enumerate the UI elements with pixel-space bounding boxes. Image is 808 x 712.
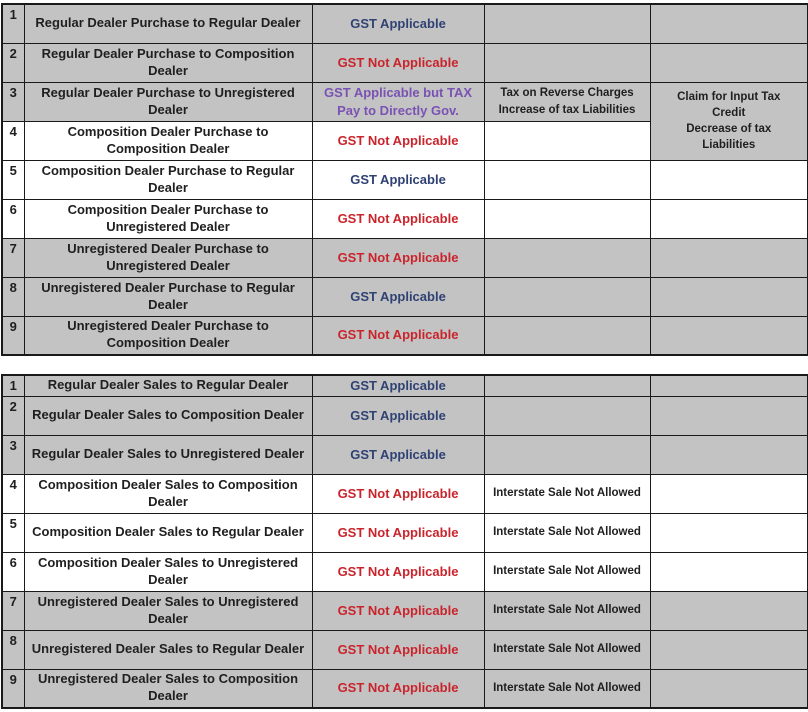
transaction-cell: Regular Dealer Sales to Regular Dealer bbox=[24, 375, 312, 396]
credit-claim-cell bbox=[650, 591, 808, 630]
remark-line: Tax on Reverse Charges bbox=[500, 87, 634, 100]
row-number-cell: 2 bbox=[2, 43, 24, 82]
table-row bbox=[2, 43, 808, 82]
credit-claim-line: Liabilities bbox=[702, 139, 756, 152]
gst-status-cell: GST Not Applicable bbox=[312, 474, 484, 513]
credit-claim-cell bbox=[650, 630, 808, 669]
gst-status-cell: GST Not Applicable bbox=[312, 669, 484, 708]
credit-claim-line: Credit bbox=[712, 106, 746, 119]
transaction-cell: Composition Dealer Purchase to Composition Dealer bbox=[24, 121, 312, 160]
remark-cell bbox=[484, 199, 650, 238]
row-number-cell: 3 bbox=[2, 82, 24, 121]
row-number-cell: 2 bbox=[2, 396, 24, 435]
table-row bbox=[2, 513, 808, 552]
gst-status-cell: GST Not Applicable bbox=[312, 121, 484, 160]
gst-status-cell: GST Not Applicable bbox=[312, 199, 484, 238]
table-row bbox=[2, 396, 808, 435]
remark-cell bbox=[484, 160, 650, 199]
remark-cell bbox=[484, 375, 650, 396]
transaction-cell: Regular Dealer Sales to Composition Dealer bbox=[24, 396, 312, 435]
remark-line: Increase of tax Liabilities bbox=[498, 103, 636, 116]
credit-claim-line: Decrease of tax bbox=[686, 123, 772, 135]
remark-cell bbox=[484, 277, 650, 316]
transaction-cell: Unregistered Dealer Purchase to Unregistered Dealer bbox=[24, 238, 312, 277]
credit-claim-cell bbox=[650, 238, 808, 277]
transaction-cell: Unregistered Dealer Sales to Regular Dealer bbox=[24, 630, 312, 669]
remark-cell: Interstate Sale Not Allowed bbox=[484, 552, 650, 591]
row-number-cell: 8 bbox=[2, 277, 24, 316]
gst-status-cell: GST Applicable bbox=[312, 4, 484, 43]
remark-cell bbox=[484, 435, 650, 474]
transaction-cell: Regular Dealer Purchase to Regular Dealer bbox=[24, 4, 312, 43]
row-number-cell: 5 bbox=[2, 160, 24, 199]
remark-cell bbox=[484, 238, 650, 277]
row-number-cell: 9 bbox=[2, 669, 24, 708]
transaction-cell: Unregistered Dealer Purchase to Regular Dealer bbox=[24, 277, 312, 316]
remark-cell: Interstate Sale Not Allowed bbox=[484, 591, 650, 630]
credit-claim-cell bbox=[650, 160, 808, 199]
credit-claim-cell bbox=[650, 4, 808, 43]
table-row bbox=[2, 82, 808, 121]
credit-claim-cell bbox=[650, 474, 808, 513]
row-number-cell: 8 bbox=[2, 630, 24, 669]
gst-status-cell: GST Applicable bbox=[312, 277, 484, 316]
transaction-cell: Regular Dealer Sales to Unregistered Dealer bbox=[24, 435, 312, 474]
credit-claim-cell bbox=[650, 669, 808, 708]
row-number-cell: 6 bbox=[2, 552, 24, 591]
remark-cell bbox=[484, 4, 650, 43]
gst-status-cell: GST Not Applicable bbox=[312, 552, 484, 591]
remark-cell: Interstate Sale Not Allowed bbox=[484, 669, 650, 708]
row-number-cell: 5 bbox=[2, 513, 24, 552]
credit-claim-cell bbox=[650, 435, 808, 474]
transaction-cell: Unregistered Dealer Sales to Composition Dealer bbox=[24, 669, 312, 708]
transaction-cell: Unregistered Dealer Purchase to Composition Dealer bbox=[24, 316, 312, 355]
row-number-cell: 9 bbox=[2, 316, 24, 355]
gst-status-cell: GST Not Applicable bbox=[312, 513, 484, 552]
transaction-cell: Composition Dealer Sales to Composition Dealer bbox=[24, 474, 312, 513]
gst-status-cell: GST Applicable bbox=[312, 435, 484, 474]
credit-claim-cell bbox=[650, 552, 808, 591]
remark-cell bbox=[484, 316, 650, 355]
remark-cell: Interstate Sale Not Allowed bbox=[484, 474, 650, 513]
table-row bbox=[2, 552, 808, 591]
transaction-cell: Regular Dealer Purchase to Unregistered Dealer bbox=[24, 82, 312, 121]
table-row bbox=[2, 199, 808, 238]
gst-status-cell: GST Not Applicable bbox=[312, 238, 484, 277]
transaction-cell: Composition Dealer Purchase to Regular Dealer bbox=[24, 160, 312, 199]
gst-status-cell: GST Not Applicable bbox=[312, 630, 484, 669]
credit-claim-cell bbox=[650, 396, 808, 435]
credit-claim-cell bbox=[650, 375, 808, 396]
transaction-cell: Composition Dealer Sales to Unregistered Dealer bbox=[24, 552, 312, 591]
credit-claim-cell bbox=[650, 43, 808, 82]
credit-claim-cell bbox=[650, 82, 808, 160]
table-row bbox=[2, 316, 808, 355]
transaction-cell: Composition Dealer Sales to Regular Dealer bbox=[24, 513, 312, 552]
row-number-cell: 4 bbox=[2, 121, 24, 160]
gst-status-cell: GST Not Applicable bbox=[312, 43, 484, 82]
row-number-cell: 3 bbox=[2, 435, 24, 474]
remark-cell: Interstate Sale Not Allowed bbox=[484, 513, 650, 552]
table-row bbox=[2, 4, 808, 43]
row-number-cell: 1 bbox=[2, 375, 24, 396]
purchase-table bbox=[1, 3, 808, 356]
credit-claim-cell bbox=[650, 199, 808, 238]
gst-status-cell: GST Not Applicable bbox=[312, 316, 484, 355]
gst-status-cell: GST Not Applicable bbox=[312, 591, 484, 630]
row-number-cell: 7 bbox=[2, 591, 24, 630]
table-row bbox=[2, 375, 808, 396]
table-row bbox=[2, 474, 808, 513]
credit-claim-line: Claim for Input Tax bbox=[677, 90, 781, 103]
table-gap bbox=[1, 356, 807, 374]
table-row bbox=[2, 591, 808, 630]
table-row bbox=[2, 160, 808, 199]
table-row bbox=[2, 238, 808, 277]
table-row bbox=[2, 669, 808, 708]
row-number-cell: 4 bbox=[2, 474, 24, 513]
transaction-cell: Unregistered Dealer Sales to Unregistered Dealer bbox=[24, 591, 312, 630]
credit-claim-cell bbox=[650, 277, 808, 316]
credit-claim-cell bbox=[650, 513, 808, 552]
remark-cell bbox=[484, 396, 650, 435]
gst-status-cell: GST Applicable bbox=[312, 396, 484, 435]
table-row bbox=[2, 630, 808, 669]
transaction-cell: Composition Dealer Purchase to Unregistered Dealer bbox=[24, 199, 312, 238]
transaction-cell: Regular Dealer Purchase to Composition Dealer bbox=[24, 43, 312, 82]
remark-cell bbox=[484, 43, 650, 82]
table-row bbox=[2, 435, 808, 474]
remark-cell: Interstate Sale Not Allowed bbox=[484, 630, 650, 669]
gst-status-cell: GST Applicable bbox=[312, 375, 484, 396]
row-number-cell: 1 bbox=[2, 4, 24, 43]
gst-status-cell: GST Applicable bbox=[312, 160, 484, 199]
gst-status-cell: GST Applicable but TAX Pay to Directly Gov. bbox=[312, 82, 484, 121]
table-row bbox=[2, 277, 808, 316]
row-number-cell: 7 bbox=[2, 238, 24, 277]
sales-table bbox=[1, 374, 808, 709]
row-number-cell: 6 bbox=[2, 199, 24, 238]
remark-cell bbox=[484, 82, 650, 121]
credit-claim-cell bbox=[650, 316, 808, 355]
remark-cell bbox=[484, 121, 650, 160]
